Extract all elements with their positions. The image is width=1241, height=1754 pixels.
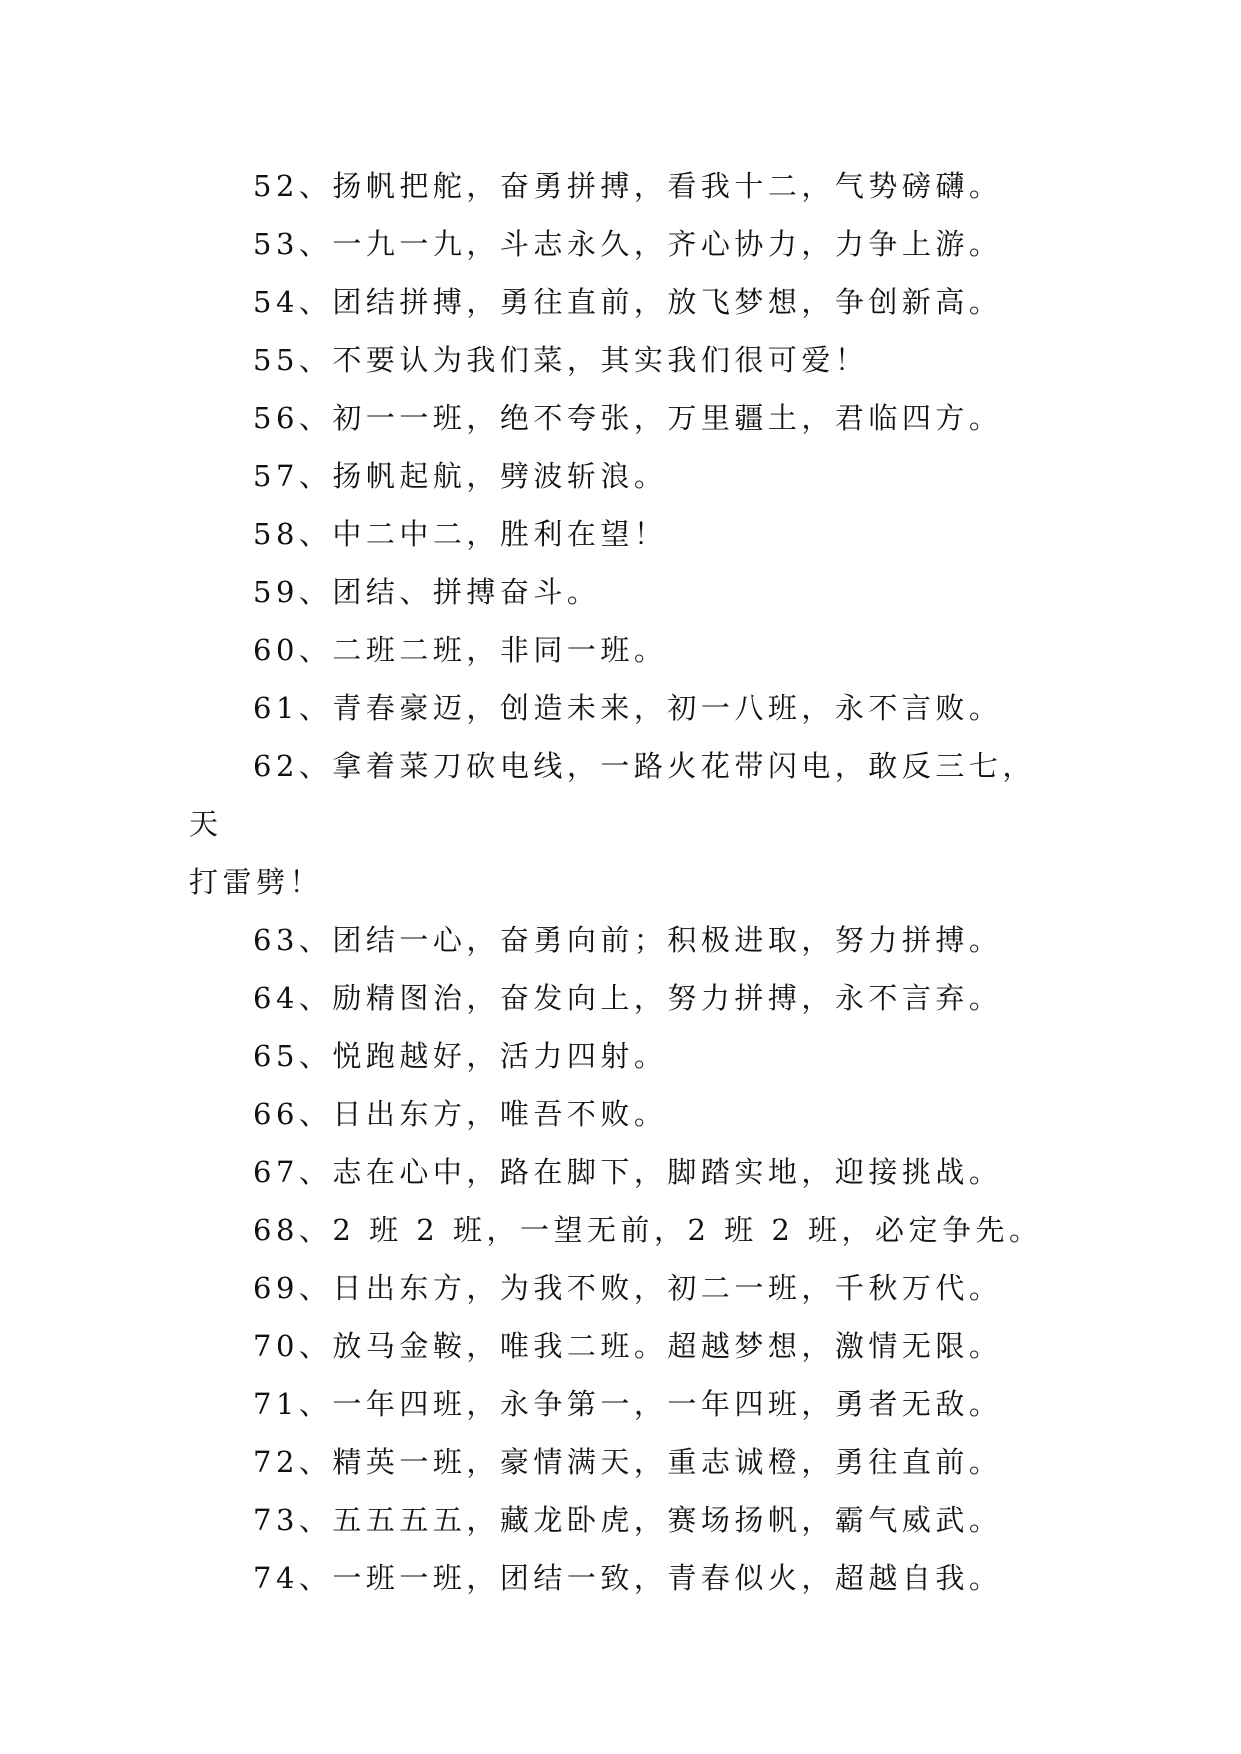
list-item <box>189 679 1069 737</box>
item-number: 56 <box>253 401 299 435</box>
list-item <box>189 331 1069 389</box>
item-number: 61 <box>253 691 299 725</box>
list-item <box>189 621 1069 679</box>
list-item <box>189 1491 1069 1549</box>
item-text: 、励精图治，奋发向上，努力拼搏，永不言弃。 <box>298 981 1003 1015</box>
item-text: 、初一一班，绝不夸张，万里疆土，君临四方。 <box>298 401 1003 435</box>
item-text: 、一年四班，永争第一，一年四班，勇者无敌。 <box>298 1387 1003 1421</box>
item-number: 66 <box>253 1097 299 1131</box>
item-text: 、不要认为我们菜，其实我们很可爱！ <box>298 343 869 377</box>
list-item <box>189 157 1069 215</box>
item-text: 、扬帆把舵，奋勇拼搏，看我十二，气势磅礴。 <box>298 169 1003 203</box>
item-number: 71 <box>253 1387 299 1421</box>
item-number: 72 <box>253 1445 299 1479</box>
slogan-list <box>189 157 1069 1607</box>
item-number: 62 <box>253 749 299 783</box>
item-number: 59 <box>253 575 299 609</box>
item-number: 58 <box>253 517 299 551</box>
list-item <box>189 215 1069 273</box>
list-item <box>189 1433 1069 1491</box>
list-item <box>189 505 1069 563</box>
item-text: 、扬帆起航，劈波斩浪。 <box>298 459 668 493</box>
item-text: 、放马金鞍，唯我二班。超越梦想，激情无限。 <box>298 1329 1003 1363</box>
item-text: 、2 班 2 班，一望无前，2 班 2 班，必定争先。 <box>298 1213 1043 1247</box>
list-item <box>189 1027 1069 1085</box>
list-item <box>189 447 1069 505</box>
item-text: 、青春豪迈，创造未来，初一八班，永不言败。 <box>298 691 1003 725</box>
list-item <box>189 1085 1069 1143</box>
list-item <box>189 911 1069 969</box>
item-text: 、一九一九，斗志永久，齐心协力，力争上游。 <box>298 227 1003 261</box>
item-number: 73 <box>253 1503 299 1537</box>
list-item <box>189 1375 1069 1433</box>
item-number: 74 <box>253 1561 299 1595</box>
item-text: 、精英一班，豪情满天，重志诚橙，勇往直前。 <box>298 1445 1003 1479</box>
item-text: 、一班一班，团结一致，青春似火，超越自我。 <box>298 1561 1003 1595</box>
list-item <box>189 273 1069 331</box>
item-number: 67 <box>253 1155 299 1189</box>
item-text: 、悦跑越好，活力四射。 <box>298 1039 668 1073</box>
item-continuation: 打雷劈！ <box>189 865 324 899</box>
item-text: 、五五五五，藏龙卧虎，赛场扬帆，霸气威武。 <box>298 1503 1003 1537</box>
item-text: 、拿着菜刀砍电线，一路火花带闪电，敢反三七，天 <box>189 749 1036 841</box>
item-text: 、团结、拼搏奋斗。 <box>298 575 601 609</box>
item-text: 、团结拼搏，勇往直前，放飞梦想，争创新高。 <box>298 285 1003 319</box>
item-text: 、团结一心，奋勇向前；积极进取，努力拼搏。 <box>298 923 1003 957</box>
item-number: 70 <box>253 1329 299 1363</box>
list-item <box>189 1549 1069 1607</box>
list-item <box>189 969 1069 1027</box>
list-item <box>189 1259 1069 1317</box>
list-item <box>189 737 1069 911</box>
list-item <box>189 1201 1069 1259</box>
item-number: 57 <box>253 459 299 493</box>
item-number: 55 <box>253 343 299 377</box>
item-text: 、日出东方，为我不败，初二一班，千秋万代。 <box>298 1271 1003 1305</box>
item-number: 69 <box>253 1271 299 1305</box>
item-number: 52 <box>253 169 299 203</box>
list-item <box>189 563 1069 621</box>
item-number: 60 <box>253 633 299 667</box>
item-number: 64 <box>253 981 299 1015</box>
item-text: 、二班二班，非同一班。 <box>298 633 668 667</box>
item-number: 54 <box>253 285 299 319</box>
item-number: 63 <box>253 923 299 957</box>
list-item <box>189 1317 1069 1375</box>
item-number: 68 <box>253 1213 299 1247</box>
list-item <box>189 389 1069 447</box>
item-number: 65 <box>253 1039 299 1073</box>
item-text: 、志在心中，路在脚下，脚踏实地，迎接挑战。 <box>298 1155 1003 1189</box>
item-text: 、中二中二，胜利在望！ <box>298 517 668 551</box>
list-item <box>189 1143 1069 1201</box>
item-text: 、日出东方，唯吾不败。 <box>298 1097 668 1131</box>
item-number: 53 <box>253 227 299 261</box>
